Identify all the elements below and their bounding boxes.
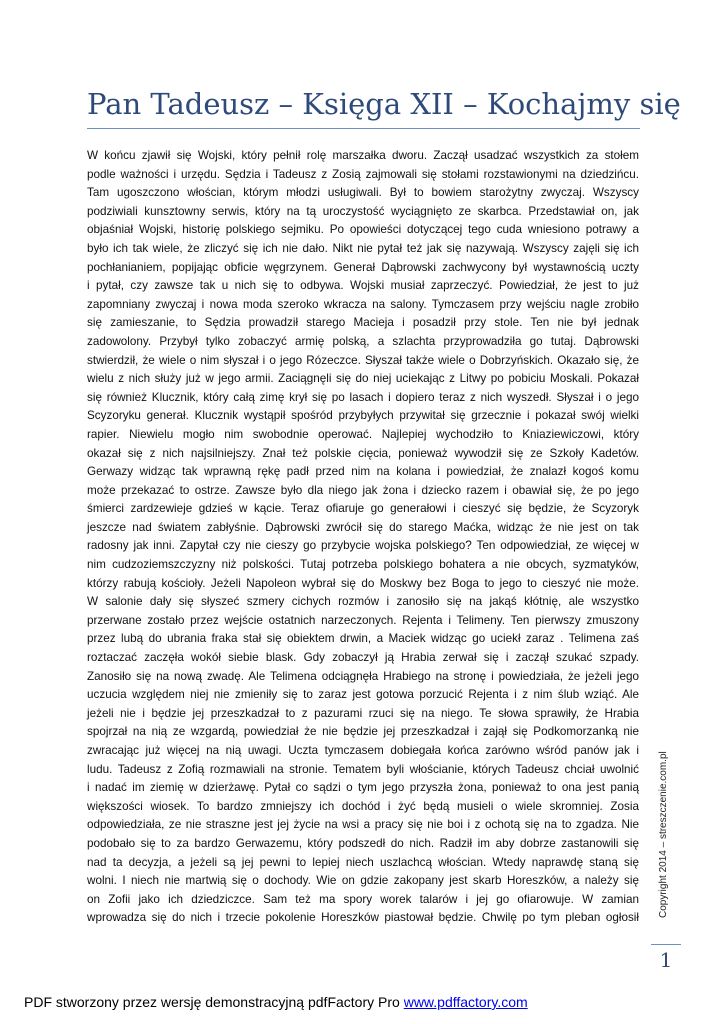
body-line: rapier. Niewielu mogło nim swobodnie operować. Najlepiej wychodziło to Kniaziewiczowi, który — [87, 427, 639, 441]
body-line: roztaczać zaczęła wokół siebie blask. Gdy zobaczył ją Hrabia zerwał się i zaczął szukać szpady. — [87, 651, 639, 665]
body-line: większości wiosek. To bardzo zmniejszy ich dochód i żyć będą musieli o wiele skromniej. Zosia — [87, 799, 639, 813]
body-line: objaśniał Wojski, historię polskiego sejmiku. Po opowieści dotyczącej tego cuda wniesiono potrawy a — [87, 223, 639, 237]
footer-text: PDF stworzony przez wersję demonstracyjną pdfFactory Pro — [24, 994, 404, 1010]
body-line: wprowadza się do nich i trzecie pokolenie Horeszków piastował będzie. Chwilę po tym pleban ogłosił — [87, 911, 639, 925]
body-line: zwracając już więcej na nią uwagi. Uczta tymczasem dobiegała końca zarówno wśród panów jak i — [87, 744, 639, 757]
page-title: Pan Tadeusz – Księga XII – Kochajmy się — [87, 87, 681, 121]
body-line: Zanosiło się na nową zwadę. Ale Telimena odciągnęła Hrabiego na stronę i powiedziała, że jeżeli jego — [87, 669, 639, 683]
body-line: i pytał, czy zawsze tak u nich się to odbywa. Wojski musiał zaprzeczyć. Powiedział, że jest to już — [87, 279, 639, 293]
body-line: ludu. Tadeusz z Zofią rozmawiali na stronie. Tematem byli włościanie, których Tadeusz chciał uwolnić — [87, 762, 639, 776]
body-line: się zamieszanie, to Sędzia prowadził starego Macieja i posadził przy stole. Ten nie był jednak — [87, 316, 639, 330]
body-line: Gerwazy widząc tak wprawną rękę padł przed nim na kolana i powiedział, że znalazł kogoś komu — [87, 465, 639, 479]
body-line: pochłanianiem, popijając obficie węgrzynem. Generał Dąbrowski zachwycony był wystawnością uczty — [87, 260, 639, 274]
body-line: stwierdził, że wiele o nim słyszał i o jego Rózeczce. Słyszał także wiele o Dobrzyńskich. Okazało się, że — [87, 353, 639, 367]
body-line: jeżeli nie i będzie jej przeszkadzał to z pazurami rzuci się na niego. Te słowa sprawiły, że Hrabia — [87, 706, 639, 720]
body-line: może przekazać to ostrze. Zawsze było dla niego jak żona i dziecko razem i obawiał się, że po jego — [87, 483, 639, 497]
body-line: jeszcze nad światem zabłyśnie. Dąbrowski zwrócił się do starego Maćka, widząc że nie jest on tak — [87, 520, 639, 534]
body-line: nim cudzoziemszczyzny niż polskości. Tutaj potrzeba polskiego bohatera a nie obcych, syzmatyków, — [87, 558, 639, 572]
body-line: wielu z nich służy już w jego armii. Zaciągnęli się do niej uciekając z Litwy po pobiciu Moskali. Pokazał — [87, 372, 639, 386]
body-line: on Zofii jako ich dziedziczce. Sam też ma spory worek talarów i jej go ofiarowuje. W zamian — [87, 892, 639, 906]
body-line: nad ta decyzja, a jeżeli są jej pewni to lepiej niech uszlachcą włościan. Wtedy naprawdę staną się — [87, 855, 639, 869]
body-line: Tam ugoszczono włościan, którym młodzi usługiwali. Był to bowiem starożytny zwyczaj. Wszyscy — [87, 186, 639, 200]
body-line: spojrzał na nią ze wzgardą, powiedział że nie będzie jej przeszkadzał i zajął się Podkomorzanką nie — [87, 725, 639, 739]
body-line: wolni. I niech nie martwią się o dochody. Wie on gdzie zakopany jest skarb Horeszków, a należy się — [87, 874, 639, 888]
page-number-rule — [651, 944, 681, 945]
body-line: było ich tak wiele, że zliczyć się ich nie dało. Nikt nie pytał też jak się nazywają. Wszyscy zajęli się ich — [87, 241, 639, 255]
body-line: przerwane zostało przez wejście ostatnich narzeczonych. Rejenta i Telimeny. Ten pierwszy zmuszony — [87, 613, 639, 627]
body-line: radosny jak inni. Zapytał czy nie cieszy go przybycie wojska polskiego? Ten odpowiedział, ze więcej w — [87, 539, 639, 553]
body-line: Scyzoryku generał. Klucznik wystąpił spośród przybyłych przywitał się grzecznie i pokazał swój wielki — [87, 409, 639, 423]
body-line: śmierci zardzewieje gdzieś w kącie. Teraz ofiaruje go generałowi i cieszyć się będzie, że Scyzoryk — [87, 502, 639, 516]
copyright-notice: Copyright 2014 – streszczenie.com.pl — [658, 751, 669, 919]
footer-link[interactable]: www.pdffactory.com — [403, 994, 528, 1010]
body-line: zapomniany zwyczaj i nowa moda szeroko wkracza na salony. Tymczasem przy wejściu nagle zrobiło — [87, 297, 639, 311]
body-line: uczucia względem niej nie zmieniły się to zaraz jest gotowa porzucić Rejenta i z nim ślub wziąć. Ale — [87, 688, 639, 702]
body-line: podle ważności i urzędu. Sędzia i Tadeusz z Zosią zajmowali się stołami rozstawionymi na dziedzińcu. — [87, 167, 639, 181]
body-line: przez lubą do ubrania fraka stał się obiektem drwin, a Maciek widząc go uciekł zaraz . Telimena zaś — [87, 632, 639, 646]
body-text — [87, 147, 639, 928]
pdf-footer — [24, 994, 704, 1010]
body-line: podobało się to za bardzo Gerwazemu, który podszedł do nich. Radził im aby dobrze zastanowili się — [87, 836, 639, 850]
body-line: okazał się z nich najsilniejszy. Znał też polskie cięcia, ponieważ wywodził się ze Szkoły Kadetów. — [87, 446, 639, 460]
body-line: podziwiali kunsztowny serwis, który na tą uroczystość wyciągnięto ze skarbca. Przedstawiał on, jak — [87, 204, 639, 218]
body-line: W salonie dały się słyszeć szmery cichych rozmów i zanosiło się na jakąś kłótnię, ale wszystko — [87, 595, 639, 609]
body-line: którzy rabują kościoły. Jeżeli Napoleon wybrał się do Moskwy bez Boga to jego to cieszyć nie może. — [87, 576, 639, 590]
page-number: 1 — [659, 948, 673, 972]
body-line: odpowiedziała, ze nie straszne jest jej życie na wsi a pracy się nie boi i z ochotą się na to zgadza. Nie — [87, 818, 639, 832]
body-line: i nadać im ziemię w dzierżawę. Pytał co sądzi o tym jego przyszła żona, ponieważ to ona jest panią — [87, 781, 639, 795]
body-line: W końcu zjawił się Wojski, który pełnił rolę marszałka dworu. Zaczął usadzać wszystkich za stołem — [87, 149, 639, 162]
title-underline — [87, 128, 640, 129]
body-line: się również Klucznik, który całą zimę krył się po lasach i dopiero teraz z nich wyszedł. Słyszał i o jego — [87, 390, 639, 404]
body-line: zadowolony. Przybył tylko zobaczyć armię polską, a szlachta przyprowadziła go tutaj. Dąbrowski — [87, 334, 639, 348]
